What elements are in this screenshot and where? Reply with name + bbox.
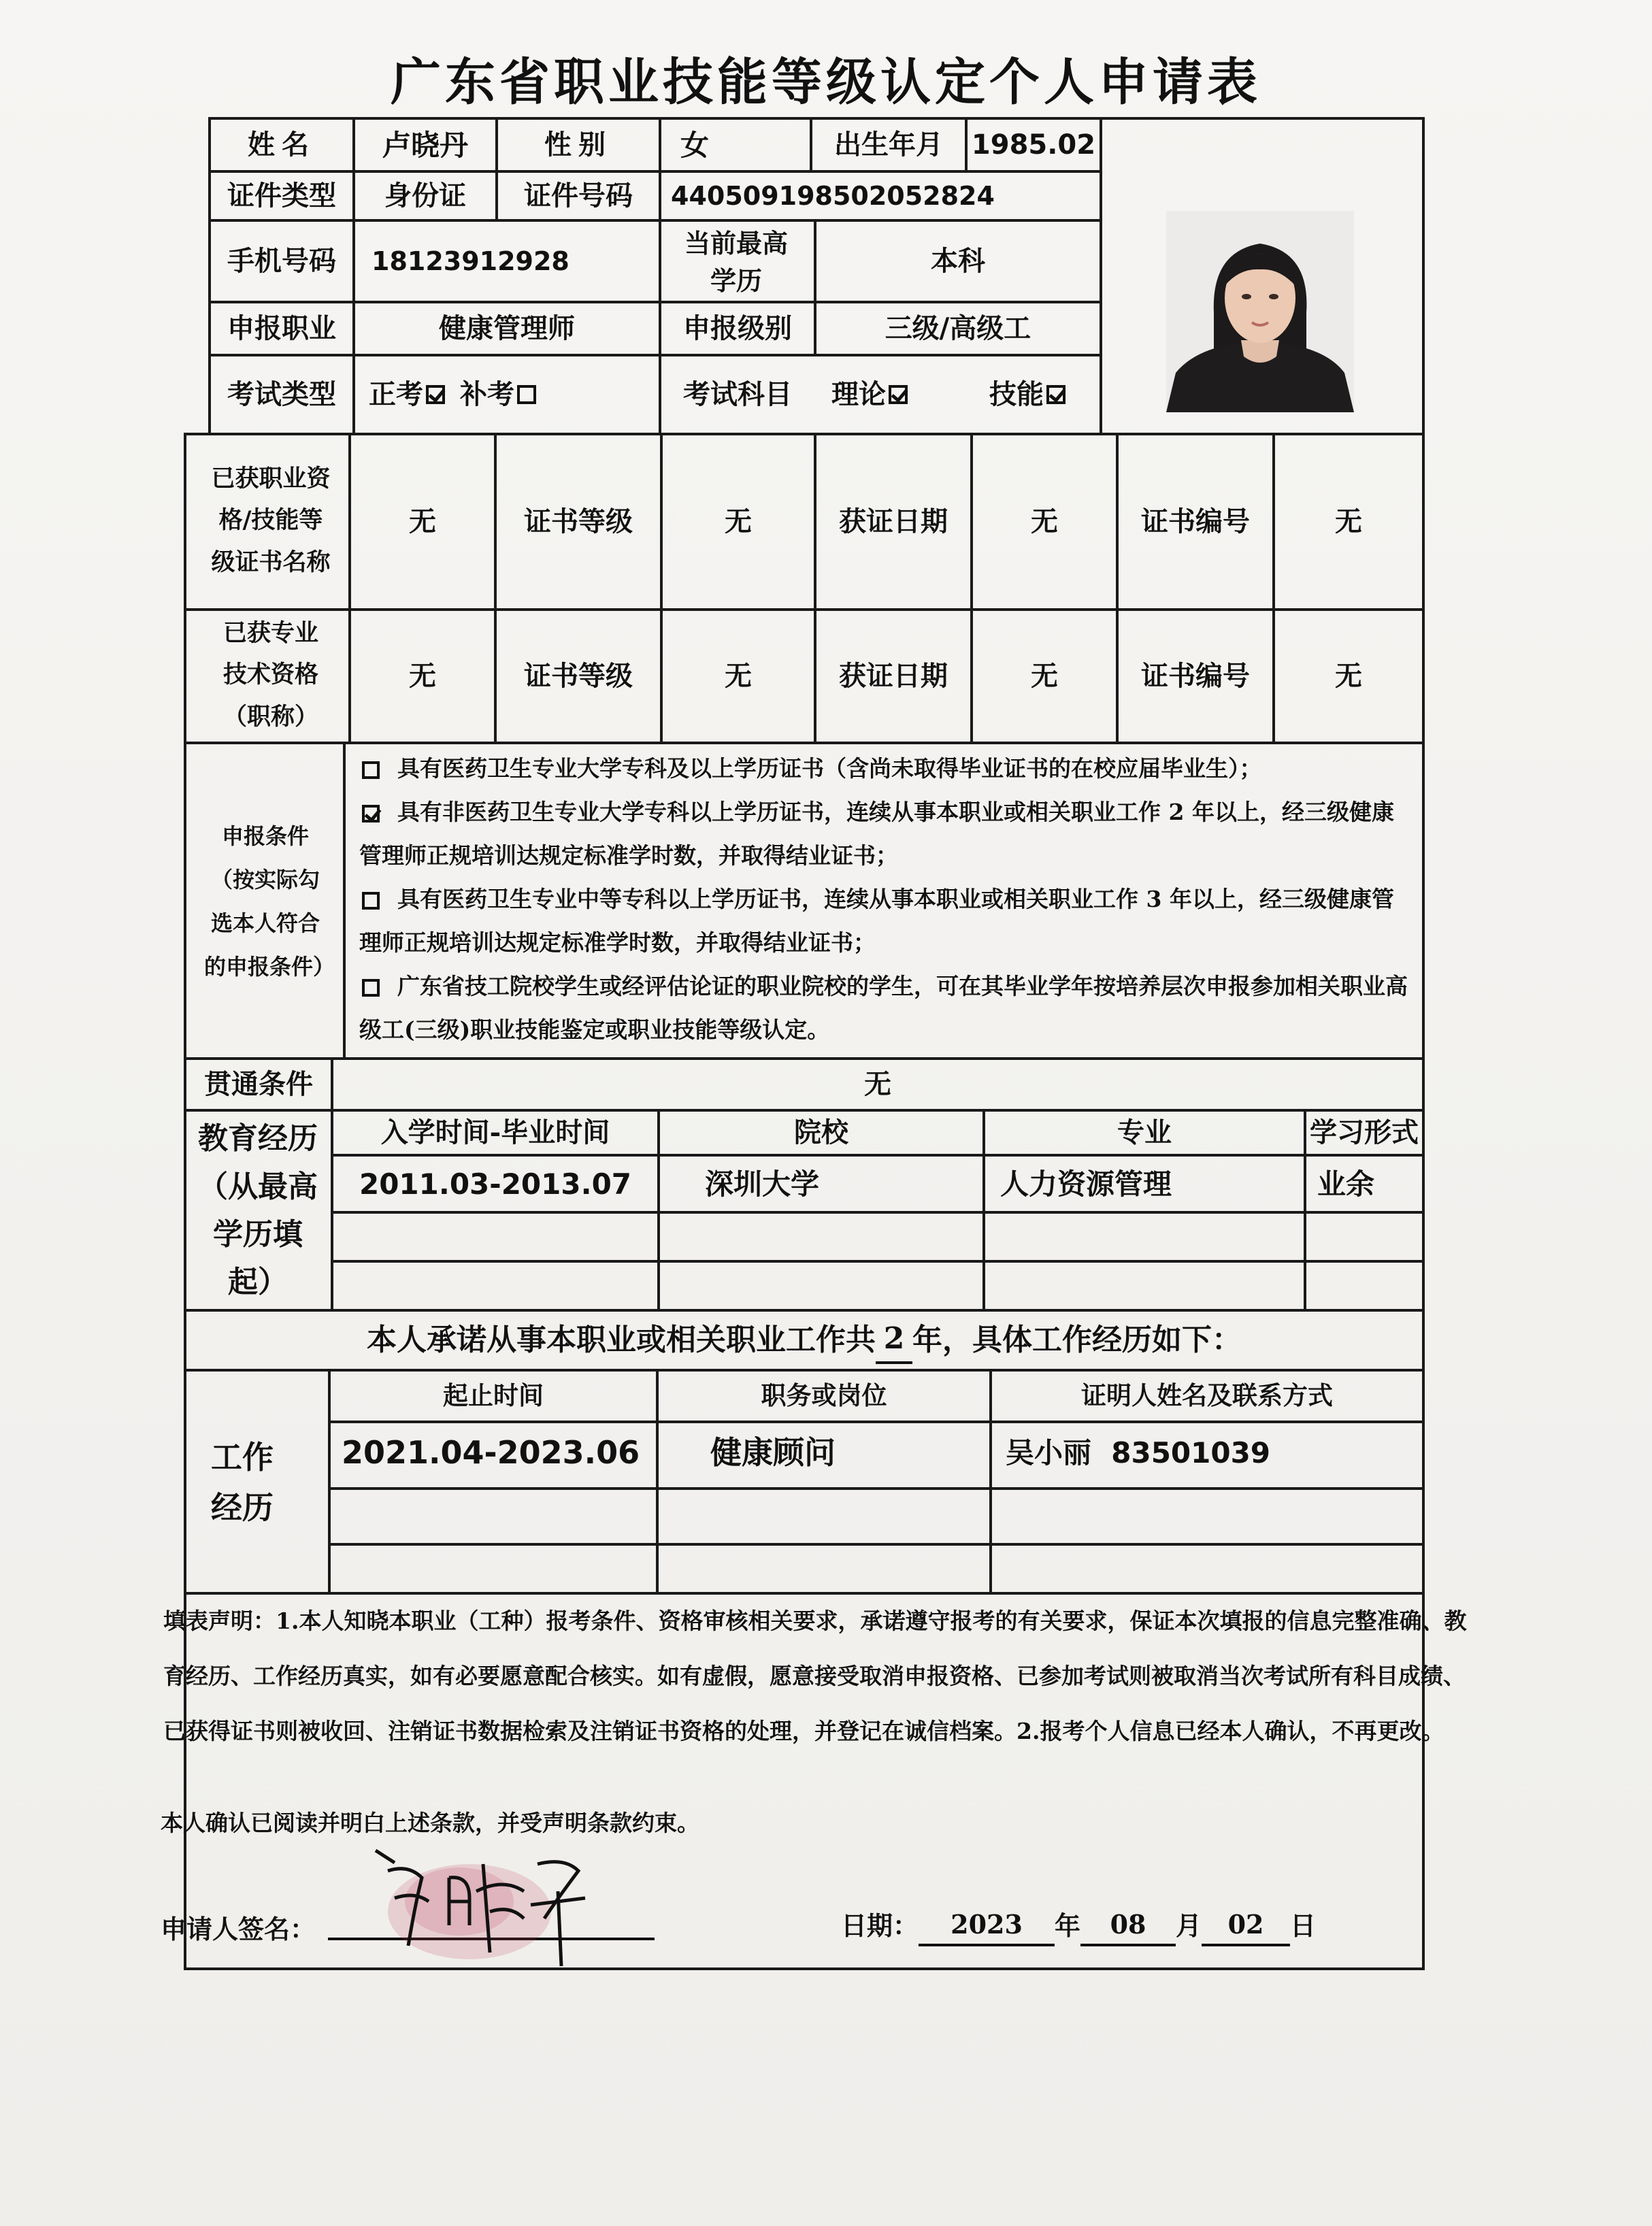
cert-row2-date-label: 获证日期 xyxy=(839,660,948,692)
id-no-label: 证件号码 xyxy=(524,180,633,212)
work-header-period: 起止时间 xyxy=(443,1380,544,1411)
work-label: 工作经历 xyxy=(211,1439,274,1526)
signature-date xyxy=(841,1898,1385,1953)
date-day-unit: 日 xyxy=(1290,1910,1317,1941)
date-month-unit: 月 xyxy=(1176,1910,1202,1941)
level-value[interactable]: 三级/高级工 xyxy=(885,312,1031,344)
exam-makeup-checkbox[interactable] xyxy=(517,385,536,404)
through-value[interactable]: 无 xyxy=(864,1068,891,1100)
birth-label: 出生年月 xyxy=(834,129,943,161)
level-label: 申报级别 xyxy=(683,312,792,344)
exam-type-options xyxy=(369,356,659,433)
cert-row1-date-label: 获证日期 xyxy=(839,505,948,537)
row-line xyxy=(184,742,1422,744)
date-year[interactable]: 2023 xyxy=(919,1905,1055,1946)
col-line xyxy=(343,742,346,1057)
date-day[interactable]: 02 xyxy=(1202,1905,1290,1946)
exam-regular-checkbox[interactable] xyxy=(426,385,445,404)
cert-row2-grade[interactable]: 无 xyxy=(725,660,752,692)
edu-header-school: 院校 xyxy=(794,1116,848,1148)
subject-theory-checkbox[interactable] xyxy=(889,385,908,404)
cert-row1-grade-label: 证书等级 xyxy=(524,505,633,537)
work-row-period[interactable]: 2021.04-2023.06 xyxy=(342,1433,640,1471)
exam-makeup-label: 补考 xyxy=(460,378,514,410)
portrait-image xyxy=(1166,211,1354,412)
row-line xyxy=(331,1260,1422,1263)
edu-row-period[interactable]: 2011.03-2013.07 xyxy=(359,1167,632,1201)
cert-row2-number[interactable]: 无 xyxy=(1335,660,1362,692)
exam-subject-label: 考试科目 xyxy=(683,378,792,410)
cert-row1-number-label: 证书编号 xyxy=(1141,505,1250,537)
row-line xyxy=(328,1487,1422,1490)
commitment-years[interactable]: 2 xyxy=(876,1316,912,1364)
birth-value[interactable]: 1985.02 xyxy=(971,129,1096,161)
name-label: 姓名 xyxy=(248,129,316,161)
col-line xyxy=(1100,117,1102,433)
work-header-reference: 证明人姓名及联系方式 xyxy=(1081,1380,1333,1411)
condition-4-text: 广东省技工院校学生或经评估论证的职业院校的学生，可在其毕业学年按培养层次申报参加相关职业高级工(三级)职业技能鉴定或职业技能等级认定。 xyxy=(359,973,1408,1043)
commitment-suffix: 年，具体工作经历如下： xyxy=(912,1323,1242,1357)
signature-image xyxy=(367,1837,592,1973)
occupation-label: 申报职业 xyxy=(227,312,336,344)
form-title: 广东省职业技能等级认定个人申请表 xyxy=(391,53,1261,112)
cert-row2-grade-label: 证书等级 xyxy=(524,660,633,692)
applicant-photo xyxy=(1166,211,1354,412)
phone-value[interactable]: 18123912928 xyxy=(371,246,569,276)
edu-label: 当前最高学历 xyxy=(684,227,788,296)
gender-value[interactable]: 女 xyxy=(680,128,710,162)
cert-row1-name[interactable]: 无 xyxy=(409,505,436,537)
condition-1-text: 具有医药卫生专业大学专科及以上学历证书（含尚未取得毕业证书的在校应届毕业生）； xyxy=(397,755,1262,782)
gender-label: 性别 xyxy=(544,129,612,161)
condition-item xyxy=(359,965,1414,1052)
date-month[interactable]: 08 xyxy=(1080,1905,1176,1946)
id-type-label: 证件类型 xyxy=(227,180,336,212)
subject-skill-checkbox[interactable] xyxy=(1046,385,1065,404)
condition-3-text: 具有医药卫生专业中等专科以上学历证书，连续从事本职业或相关职业工作 3 年以上，经三级健康管理师正规培训达规定标准学时数，并取得结业证书； xyxy=(359,886,1394,956)
handwritten-signature xyxy=(367,1837,592,1973)
exam-subject-options xyxy=(831,356,1100,433)
edu-header-major: 专业 xyxy=(1117,1116,1172,1148)
occupation-value[interactable]: 健康管理师 xyxy=(439,312,575,344)
condition-item xyxy=(359,878,1414,965)
name-value[interactable]: 卢晓丹 xyxy=(382,128,468,162)
condition-3-checkbox[interactable] xyxy=(362,892,380,910)
id-type-value[interactable]: 身份证 xyxy=(384,180,466,212)
work-commitment xyxy=(186,1312,1422,1369)
cert-row1-date[interactable]: 无 xyxy=(1031,505,1058,537)
work-header-position: 职务或岗位 xyxy=(761,1380,887,1411)
condition-4-checkbox[interactable] xyxy=(362,979,380,997)
row-line xyxy=(328,1543,1422,1546)
edu-header-period: 入学时间-毕业时间 xyxy=(380,1116,610,1148)
through-label: 贯通条件 xyxy=(204,1068,313,1100)
commitment-prefix: 本人承诺从事本职业或相关职业工作共 xyxy=(367,1323,876,1357)
edu-row-major[interactable]: 人力资源管理 xyxy=(1000,1167,1172,1201)
cert-row2-name[interactable]: 无 xyxy=(409,660,436,692)
exam-type-label: 考试类型 xyxy=(227,378,336,410)
condition-item xyxy=(359,791,1414,878)
declaration-confirm: 本人确认已阅读并明白上述条款，并受声明条款约束。 xyxy=(161,1810,699,1837)
edu-header-form: 学习形式 xyxy=(1310,1116,1419,1148)
date-label: 日期： xyxy=(841,1910,919,1941)
cert-row1-label: 已获职业资格/技能等级证书名称 xyxy=(211,465,331,576)
cert-row2-date[interactable]: 无 xyxy=(1031,660,1058,692)
education-label: 教育经历（从最高学历填起） xyxy=(198,1121,318,1300)
edu-row-form[interactable]: 业余 xyxy=(1317,1167,1375,1201)
condition-2-text: 具有非医药卫生专业大学专科以上学历证书，连续从事本职业或相关职业工作 2 年以上，经三级健康管理师正规培训达规定标准学时数，并取得结业证书； xyxy=(359,799,1394,869)
applicant-sign-label: 申请人签名： xyxy=(161,1913,316,1944)
condition-item xyxy=(359,747,1414,791)
cert-row2-label: 已获专业技术资格（职称） xyxy=(222,619,318,731)
conditions-label: 申报条件（按实际勾选本人符合的申报条件） xyxy=(204,823,335,980)
cert-row2-number-label: 证书编号 xyxy=(1141,660,1250,692)
work-row-position[interactable]: 健康顾问 xyxy=(710,1433,836,1471)
id-no-value[interactable]: 440509198502052824 xyxy=(671,180,995,211)
cert-row1-number[interactable]: 无 xyxy=(1335,505,1362,537)
cert-row1-grade[interactable]: 无 xyxy=(725,505,752,537)
exam-regular-label: 正考 xyxy=(369,378,423,410)
condition-1-checkbox[interactable] xyxy=(362,761,380,779)
declaration-text: 填表声明：1.本人知晓本职业（工种）报考条件、资格审核相关要求，承诺遵守报考的有关要求，保证本次填报的信息完整准确、教育经历、工作经历真实，如有必要愿意配合核实。如有虚假，愿意接受取消申报资格、已参加考试则被取消当次考试所有科目成绩、已获得证书则被收回、注销证书数据检索及注销证书资格的处理，并登记在诚信档案。2.报考个人信息已经本人确认，不再更改。 xyxy=(163,1608,1467,1744)
subject-theory-label: 理论 xyxy=(831,378,886,410)
edu-row-school[interactable]: 深圳大学 xyxy=(705,1167,820,1201)
work-row-reference[interactable]: 吴小丽 83501039 xyxy=(1006,1435,1271,1469)
condition-2-checkbox[interactable] xyxy=(362,805,380,823)
edu-value[interactable]: 本科 xyxy=(931,245,985,277)
date-year-unit: 年 xyxy=(1055,1910,1081,1941)
phone-label: 手机号码 xyxy=(227,245,336,277)
subject-skill-label: 技能 xyxy=(989,378,1044,410)
row-line xyxy=(331,1211,1422,1214)
